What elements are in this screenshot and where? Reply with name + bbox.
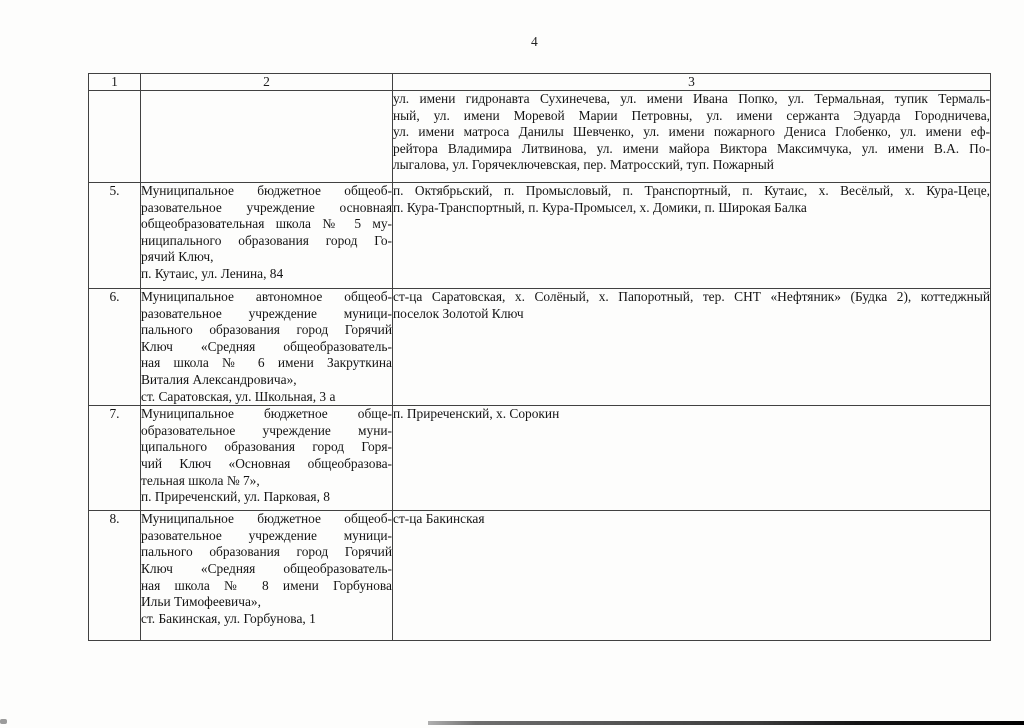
text-line: разовательное учреждение муници- (141, 305, 392, 321)
text-line: чий Ключ «Основная общеобразова- (141, 455, 392, 471)
text-line: тельная школа № 7», (141, 472, 260, 488)
text-line: поселок Золотой Ключ (393, 305, 524, 321)
text-line: пального образования город Горячий (141, 322, 392, 338)
text-line: ст. Саратовская, ул. Школьная, 3 а (141, 388, 336, 404)
row-number-cell: 7. (89, 406, 141, 511)
row-number-cell: 8. (89, 511, 141, 641)
text-line: ная школа № 6 имени Закруткина (141, 355, 392, 371)
institution-cell (141, 91, 393, 183)
text-line: ный, ул. имени Моревой Марии Петровны, ул. имени сержанта Эдуарда Городничева, (393, 107, 990, 123)
institution-cell (141, 183, 393, 289)
territory-cell (393, 406, 991, 511)
text-line: рячий Ключ, (141, 249, 214, 265)
text-line: п. Приреченский, ул. Парковая, 8 (141, 489, 330, 505)
scan-speck-artifact (0, 719, 7, 724)
text-line: п. Октябрьский, п. Промысловый, п. Транспортный, п. Кутаис, х. Весёлый, х. Кура-Цеце, (393, 183, 990, 198)
row-number-cell: 6. (89, 289, 141, 406)
text-line: рейтора Владимира Литвинова, ул. имени майора Виктора Максимчука, ул. имени В.А. По- (393, 140, 990, 156)
text-line: ст-ца Бакинская (393, 511, 485, 527)
text-line: Ильи Тимофеевича», (141, 594, 261, 610)
institution-cell (141, 511, 393, 641)
text-line: п. Кура-Транспортный, п. Кура-Промысел, х. Домики, п. Широкая Балка (393, 199, 807, 215)
text-line: ципального образования город Горя- (141, 439, 392, 455)
text-line: Ключ «Средняя общеобразователь- (141, 338, 392, 354)
header-col-3: 3 (393, 74, 991, 91)
text-line: образовательное учреждение муни- (141, 422, 392, 438)
table-row (89, 406, 991, 511)
text-line: ниципального образования город Го- (141, 232, 392, 248)
header-col-1: 1 (89, 74, 141, 91)
row-number-cell (89, 91, 141, 183)
scan-edge-artifact (428, 721, 1024, 725)
table-row (89, 511, 991, 641)
text-line: ст-ца Саратовская, х. Солёный, х. Папоротный, тер. СНТ «Нефтяник» (Будка 2), коттеджный (393, 289, 990, 304)
table-header-row (89, 74, 991, 91)
text-line: Муниципальное бюджетное общеоб- (141, 183, 392, 198)
text-line: общеобразовательная школа № 5 му- (141, 216, 392, 232)
text-line: ул. имени гидронавта Сухинечева, ул. имени Ивана Попко, ул. Термальная, тупик Термаль- (393, 91, 990, 106)
territory-cell (393, 289, 991, 406)
territory-cell (393, 511, 991, 641)
territory-cell (393, 183, 991, 289)
text-line: ул. имени матроса Данилы Шевченко, ул. имени пожарного Дениса Глобенко, ул. имени еф- (393, 124, 990, 140)
header-col-2: 2 (141, 74, 393, 91)
row-number-cell: 5. (89, 183, 141, 289)
table-row (89, 289, 991, 406)
territory-cell (393, 91, 991, 183)
text-line: Ключ «Средняя общеобразователь- (141, 560, 392, 576)
text-line: разовательное учреждение муници- (141, 527, 392, 543)
institution-cell (141, 289, 393, 406)
table-row (89, 91, 991, 183)
text-line: Виталия Александровича», (141, 371, 297, 387)
institution-cell (141, 406, 393, 511)
text-line: ная школа № 8 имени Горбунова (141, 577, 392, 593)
text-line: Муниципальное бюджетное общеоб- (141, 511, 392, 527)
text-line: Муниципальное автономное общеоб- (141, 289, 392, 304)
text-line: ст. Бакинская, ул. Горбунова, 1 (141, 610, 316, 626)
table-row (89, 183, 991, 289)
page-number: 4 (531, 34, 538, 49)
text-line: разовательное учреждение основная (141, 199, 392, 215)
text-line: Муниципальное бюджетное обще- (141, 406, 392, 422)
text-line: п. Кутаис, ул. Ленина, 84 (141, 265, 284, 281)
text-line: п. Приреченский, х. Сорокин (393, 406, 560, 422)
territories-table (88, 73, 991, 641)
text-line: лыгалова, ул. Горячеключевская, пер. Матросский, туп. Пожарный (393, 157, 774, 173)
text-line: пального образования город Горячий (141, 544, 392, 560)
